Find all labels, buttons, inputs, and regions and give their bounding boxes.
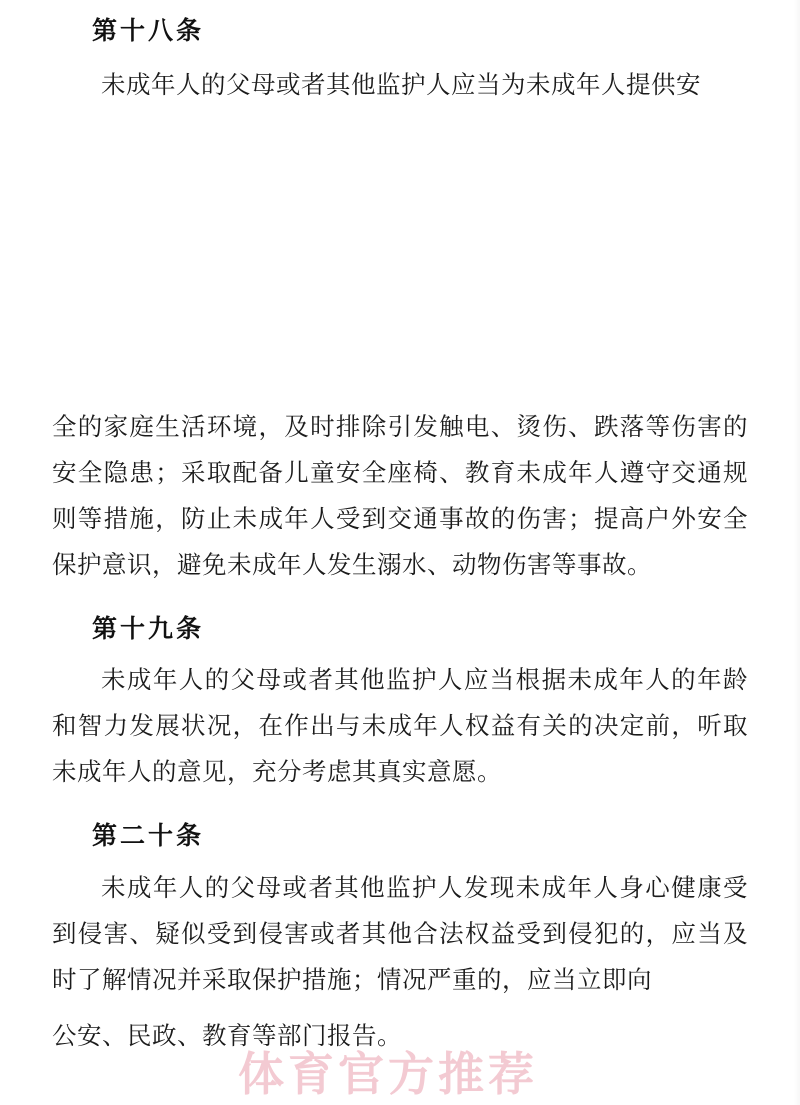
article-20-paragraph: 未成年人的父母或者其他监护人发现未成年人身心健康受到侵害、疑似受到侵害或者其他合法权益受到侵犯的，应当及时了解情况并采取保护措施；情况严重的，应当立即向 bbox=[52, 872, 748, 994]
article-20-heading: 第二十条 bbox=[92, 821, 205, 850]
article-20-paragraph-tail: 公安、民政、教育等部门报告。 bbox=[52, 1020, 402, 1050]
scan-blank-gap bbox=[52, 108, 748, 404]
scan-edge-shading bbox=[794, 0, 800, 1105]
article-18-block bbox=[52, 10, 748, 108]
article-18-heading: 第十八条 bbox=[92, 16, 205, 45]
article-20-block bbox=[52, 817, 748, 1059]
article-18-paragraph-part1: 未成年人的父母或者其他监护人应当为未成年人提供安 bbox=[101, 69, 701, 99]
article-18-paragraph-part2: 全的家庭生活环境，及时排除引发触电、烫伤、跌落等伤害的安全隐患；采取配备儿童安全座椅、教育未成年人遵守交通规则等措施，防止未成年人受到交通事故的伤害；提高户外安全保护意识，避免未成年人发生溺水、动物伤害等事故。 bbox=[52, 411, 748, 579]
article-19-heading: 第十九条 bbox=[92, 613, 205, 643]
watermark-text: 体育官方推荐 bbox=[238, 1047, 538, 1101]
article-19-block bbox=[52, 610, 748, 796]
article-18-continuation bbox=[52, 404, 748, 588]
article-19-paragraph: 未成年人的父母或者其他监护人应当根据未成年人的年龄和智力发展状况，在作出与未成年人权益有关的决定前，听取未成年人的意见，充分考虑其真实意愿。 bbox=[52, 665, 748, 786]
